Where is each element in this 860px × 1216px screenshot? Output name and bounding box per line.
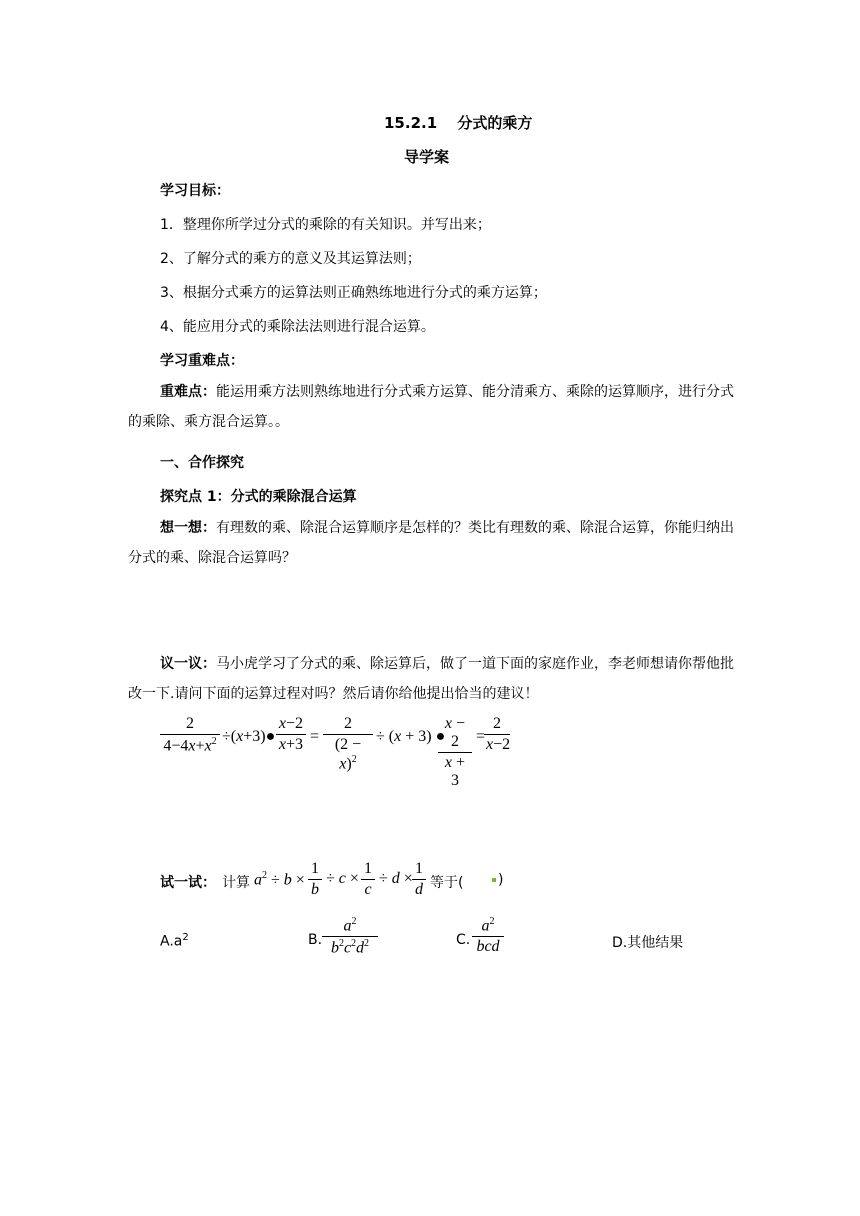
think-label: 想一想： — [160, 520, 216, 536]
objective-item: 3、根据分式乘方的运算法则正确熟练地进行分式的乘方运算； — [160, 285, 547, 301]
try-prefix: 计算 — [222, 875, 250, 891]
fraction: 1 b — [308, 860, 322, 899]
objective-item: 2、了解分式的乘方的意义及其运算法则； — [160, 251, 421, 267]
try-label: 试一试： — [160, 875, 216, 891]
page-title: 15.2.1 分式的乘方 — [384, 114, 533, 132]
operator: ÷ (x + 3) ● — [376, 728, 446, 745]
discuss-label: 议一议： — [160, 656, 216, 672]
operator: $a^2 \div b$ × — [254, 870, 305, 889]
operator: ÷ d × — [379, 870, 413, 887]
operator: ÷(x+3)● — [222, 728, 276, 745]
fraction: 2 $(2 - x)^2$ — [323, 715, 373, 773]
choice-c-fraction: $a^2$ bcd — [472, 916, 504, 956]
operator: = — [476, 728, 486, 745]
point-heading: 探究点 1：分式的乘除混合运算 — [160, 489, 357, 505]
key-points-paragraph — [128, 377, 738, 437]
fraction: 2 x−2 — [486, 715, 511, 753]
choice-a[interactable]: $A.a^2$ — [160, 932, 189, 950]
choice-b-fraction: $a^2$ $b^2c^2d^2$ — [322, 916, 378, 958]
objective-item: 1．整理你所学过分式的乘除的有关知识。并写出来； — [160, 217, 491, 233]
key-points-text: 能运用乘方法则熟练地进行分式乘方运算、能分清乘方、乘除的运算顺序，进行分式的乘除、乘方混合运算。。 — [128, 384, 734, 430]
think-text: 有理数的乘、除混合运算顺序是怎样的？类比有理数的乘、除混合运算，你能归纳出分式的乘、除混合运算吗？ — [128, 520, 734, 566]
marker-dot — [492, 878, 496, 882]
objective-item: 4、能应用分式的乘除法法则进行混合运算。 — [160, 319, 435, 335]
key-points-heading: 学习重难点： — [160, 353, 244, 369]
fraction: x−2 x+3 — [276, 715, 306, 754]
operator: = — [310, 728, 320, 745]
try-suffix: 等于( — [430, 875, 464, 891]
fraction: 1 d — [412, 860, 426, 899]
choice-b[interactable]: B. — [308, 932, 323, 948]
discuss-paragraph — [128, 649, 738, 709]
section-heading: 一、合作探究 — [160, 455, 244, 471]
page-subtitle: 导学案 — [404, 148, 450, 166]
discuss-text: 马小虎学习了分式的乘、除运算后，做了一道下面的家庭作业，李老师想请你帮他批改一下.请问下面的运算过程对吗？然后请你给他提出恰当的建议！ — [128, 656, 734, 702]
choice-c[interactable]: C. — [456, 932, 471, 948]
key-points-label: 重难点： — [160, 384, 216, 400]
fraction: x − 2 x + 3 — [438, 715, 472, 790]
fraction: 2 $4-4x+x^2$ — [160, 715, 220, 755]
operator: ÷ c × — [326, 870, 359, 887]
try-close: ) — [498, 872, 504, 888]
fraction: 1 c — [361, 860, 375, 899]
choice-d[interactable]: D.其他结果 — [612, 935, 684, 951]
objectives-heading: 学习目标： — [160, 183, 230, 199]
think-paragraph — [128, 513, 738, 573]
